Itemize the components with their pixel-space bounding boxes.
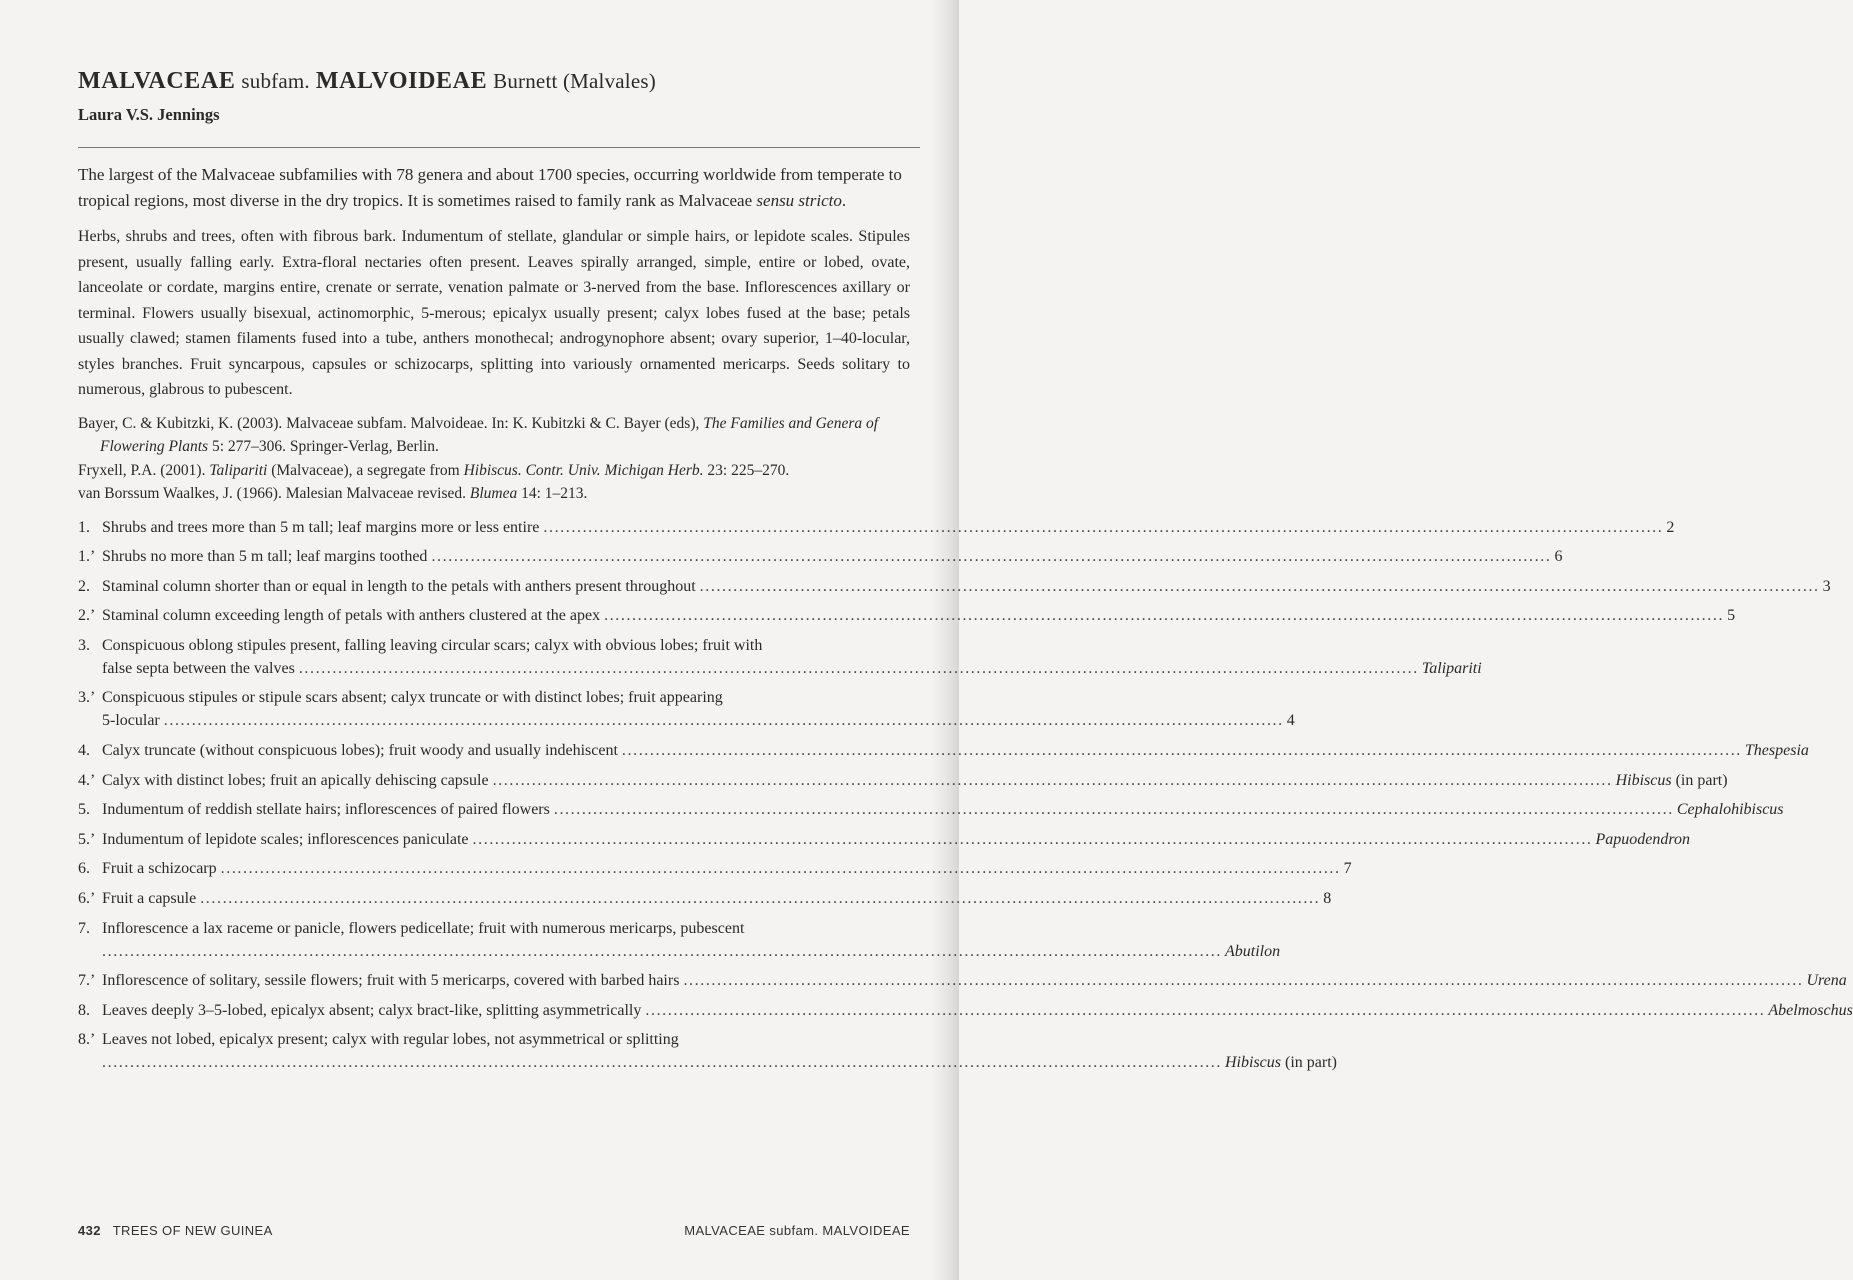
couplet-number: 8.	[78, 1001, 90, 1019]
author-name: Laura V.S. Jennings	[78, 105, 220, 124]
reference-item	[78, 412, 910, 459]
page-footer	[78, 1223, 910, 1238]
result-lead: 7	[1343, 860, 1352, 878]
key-couplet	[78, 969, 1847, 992]
couplet-body	[102, 828, 1690, 851]
intro-end: .	[841, 191, 847, 210]
couplet-lead-line	[102, 798, 1784, 821]
couplet-body	[102, 798, 1784, 821]
couplet-text: Inflorescence of solitary, sessile flowers; fruit with 5 mericarps, covered with barbed hairs	[102, 972, 680, 990]
couplet-result	[1551, 545, 1562, 568]
couplet-body	[102, 769, 1728, 792]
couplet-lead-line	[102, 516, 1674, 539]
couplet-body	[102, 739, 1809, 762]
couplet-lead-line	[102, 709, 1295, 732]
couplet-lead-line	[102, 887, 1331, 910]
result-lead: 8	[1323, 890, 1332, 908]
ref-italic: The Families and Genera of Flowering Plants	[100, 414, 879, 455]
couplet-number: 5.’	[78, 830, 96, 848]
result-taxon: Urena	[1806, 972, 1847, 990]
dot-leader	[299, 657, 1419, 680]
ref-text: 23: 225–270.	[703, 461, 790, 479]
couplet-result	[1803, 969, 1846, 992]
couplet-number: 2.	[78, 577, 90, 595]
couplet-result	[1674, 798, 1784, 821]
key-couplet	[78, 769, 1728, 792]
ref-text: Bayer, C. & Kubitzki, K. (2003). Malvaceae subfam. Malvoideae. In: K. Kubitzki & C. Bayer (eds),	[78, 414, 704, 432]
ref-text: 14: 1–213.	[517, 485, 588, 502]
result-lead: 6	[1554, 548, 1563, 566]
couplet-text: Staminal column exceeding length of petals with anthers clustered at the apex	[102, 607, 601, 625]
couplet-result	[1341, 857, 1352, 880]
key-couplet	[78, 798, 1784, 821]
couplet-text: 5-locular	[102, 712, 160, 730]
page-title	[78, 64, 910, 98]
couplet-result	[1765, 999, 1852, 1022]
reference-item	[78, 482, 910, 506]
dot-leader	[473, 828, 1593, 851]
ref-text: van Borssum Waalkes, J. (1966). Malesian Malvaceae revised.	[78, 485, 470, 502]
couplet-lead-line	[102, 857, 1352, 880]
couplet-number: 7.’	[78, 972, 96, 990]
result-lead: (in part)	[1671, 771, 1728, 789]
couplet-lead-line	[102, 999, 1853, 1022]
key-couplet	[78, 634, 1482, 680]
couplet-number: 8.’	[78, 1031, 96, 1049]
couplet-text: Indumentum of reddish stellate hairs; inflorescences of paired flowers	[102, 801, 550, 819]
couplet-result	[1724, 604, 1735, 627]
couplet-first-line	[102, 634, 1482, 657]
couplet-first-line	[102, 917, 1280, 940]
couplet-text: Indumentum of lepidote scales; inflorescences paniculate	[102, 830, 469, 848]
key-couplet	[78, 828, 1691, 851]
intro-text: The largest of the Malvaceae subfamilies with 78 genera and about 1700 species, occurring worldwide from temperate to tropical regions, most diverse in the dry tropics. It is sometimes raised to family rank as Malvaceae	[78, 165, 902, 210]
couplet-body	[102, 545, 1562, 568]
couplet-text: false septa between the valves	[102, 659, 295, 677]
result-taxon: Hibiscus	[1615, 771, 1672, 789]
result-lead: 2	[1666, 518, 1675, 536]
result-taxon: Thespesia	[1744, 742, 1809, 760]
ref-text: (Malvaceae), a segregate from	[267, 461, 464, 479]
couplet-lead-line	[102, 657, 1482, 680]
couplet-text: Conspicuous oblong stipules present, falling leaving circular scars; calyx with obvious lobes; fruit with	[102, 636, 763, 654]
key-couplet	[78, 575, 1831, 598]
couplet-result	[1742, 739, 1809, 762]
dot-leader	[200, 887, 1320, 910]
running-head: MALVACEAE subfam. MALVOIDEAE	[684, 1223, 910, 1238]
couplet-number: 1.’	[78, 548, 96, 566]
dot-leader	[683, 969, 1803, 992]
result-taxon: Papuodendron	[1595, 830, 1691, 848]
title-family: MALVACEAE	[78, 68, 236, 94]
dot-leader	[493, 769, 1613, 792]
couplet-body	[102, 604, 1735, 627]
couplet-text: Fruit a schizocarp	[102, 860, 217, 878]
couplet-lead-line	[102, 575, 1831, 598]
title-authority: Burnett (Malvales)	[493, 69, 656, 93]
page-number: 432	[78, 1223, 101, 1238]
description-paragraph: Herbs, shrubs and trees, often with fibrous bark. Indumentum of stellate, glandular or simple hairs, or lepidote scales. Stipules present, usually falling early. Extra-floral nectaries often present. Leaves spirally arranged, simple, entire or lobed, ovate, lanceolate or cordate, margins entire, crenate or serrate, venation palmate or 3-nerved from the base. Inflorescences axillary or terminal. Flowers usually bisexual, actinomorphic, 5-merous; epicalyx usually present; calyx lobes fused at the base; petals usually clawed; stamen filaments fused into a tube, anthers monothecal; androgynophore absent; ovary superior, 1–40-locular, styles branches. Fruit syncarpous, capsules or schizocarps, splitting into variously ornamented mericarps. Seeds solitary to numerous, glabrous to pubescent.	[78, 228, 910, 398]
couplet-body	[102, 686, 1295, 732]
couplet-text: Calyx with distinct lobes; fruit an apically dehiscing capsule	[102, 771, 489, 789]
couplet-body	[102, 917, 1280, 963]
key-couplet	[78, 917, 1281, 963]
couplet-number: 4.	[78, 742, 90, 760]
couplet-lead-line	[102, 828, 1690, 851]
couplet-result	[1284, 709, 1295, 732]
couplet-text: Conspicuous stipules or stipule scars absent; calyx truncate or with distinct lobes; fruit appearing	[102, 689, 723, 707]
couplet-number: 7.	[78, 919, 90, 937]
page-content	[78, 64, 1853, 1081]
couplet-number: 3.’	[78, 689, 96, 707]
key-couplet	[78, 887, 1332, 910]
dot-leader	[221, 857, 1341, 880]
couplet-body	[102, 1028, 1337, 1074]
title-subfamily: MALVOIDEAE	[315, 68, 488, 94]
couplet-result	[1663, 516, 1674, 539]
couplet-lead-line	[102, 769, 1728, 792]
intro-italic: sensu stricto	[756, 191, 842, 210]
couplet-number: 1.	[78, 518, 90, 536]
couplet-lead-line	[102, 545, 1562, 568]
couplet-lead-line	[102, 604, 1735, 627]
key-couplet	[78, 999, 1853, 1022]
couplet-number: 3.	[78, 636, 90, 654]
couplet-lead-line	[102, 969, 1847, 992]
result-taxon: Talipariti	[1421, 659, 1482, 677]
couplet-number: 6.’	[78, 890, 96, 908]
key-couplet	[78, 1028, 1337, 1074]
result-lead: 3	[1822, 577, 1831, 595]
couplet-text: Staminal column shorter than or equal in length to the petals with anthers present throughout	[102, 577, 696, 595]
ref-italic: Hibiscus. Contr. Univ. Michigan Herb.	[463, 461, 704, 479]
key-couplet	[78, 516, 1675, 539]
dot-leader	[102, 940, 1222, 963]
couplet-body	[102, 857, 1352, 880]
references	[78, 412, 910, 506]
couplet-result	[1320, 887, 1331, 910]
couplet-number: 5.	[78, 801, 90, 819]
dot-leader	[102, 1051, 1222, 1074]
couplet-number: 6.	[78, 860, 90, 878]
couplet-text: Leaves not lobed, epicalyx present; calyx with regular lobes, not asymmetrical or splitting	[102, 1031, 679, 1049]
couplet-result	[1222, 940, 1280, 963]
title-subfam-word: subfam.	[241, 69, 310, 93]
couplet-result	[1593, 828, 1691, 851]
key-couplet	[78, 857, 1352, 880]
identification-key	[78, 516, 1853, 1075]
couplet-result	[1222, 1051, 1337, 1074]
couplet-first-line	[102, 686, 1295, 709]
couplet-lead-line	[102, 739, 1809, 762]
reference-item	[78, 459, 910, 483]
header-rule	[78, 147, 920, 148]
dot-leader	[700, 575, 1820, 598]
couplet-body	[102, 634, 1482, 680]
dot-leader	[554, 798, 1674, 821]
key-couplet	[78, 545, 1563, 568]
couplet-result	[1613, 769, 1728, 792]
result-taxon: Hibiscus	[1225, 1054, 1281, 1072]
couplet-lead-line	[102, 1051, 1337, 1074]
couplet-text: Leaves deeply 3–5-lobed, epicalyx absent; calyx bract-like, splitting asymmetrically	[102, 1001, 642, 1019]
dot-leader	[431, 545, 1551, 568]
result-taxon: Abutilon	[1225, 942, 1281, 960]
couplet-body	[102, 969, 1847, 992]
couplet-text: Calyx truncate (without conspicuous lobes); fruit woody and usually indehiscent	[102, 742, 618, 760]
couplet-body	[102, 516, 1674, 539]
dot-leader	[645, 999, 1765, 1022]
couplet-lead-line	[102, 940, 1280, 963]
couplet-result	[1820, 575, 1831, 598]
intro-paragraph	[78, 162, 910, 214]
couplet-text: Inflorescence a lax raceme or panicle, flowers pedicellate; fruit with numerous mericarps, pubescent	[102, 919, 745, 937]
result-lead: 5	[1727, 607, 1736, 625]
couplet-number: 2.’	[78, 607, 96, 625]
couplet-text: Shrubs no more than 5 m tall; leaf margins toothed	[102, 548, 428, 566]
key-couplet	[78, 739, 1809, 762]
ref-italic: Blumea	[469, 485, 518, 502]
couplet-text: Shrubs and trees more than 5 m tall; leaf margins more or less entire	[102, 518, 540, 536]
couplet-body	[102, 887, 1331, 910]
ref-italic: Talipariti	[209, 461, 268, 479]
dot-leader	[543, 516, 1663, 539]
result-lead: (in part)	[1281, 1054, 1337, 1072]
key-couplet	[78, 686, 1295, 732]
couplet-result	[1419, 657, 1482, 680]
dot-leader	[164, 709, 1284, 732]
couplet-first-line	[102, 1028, 1337, 1051]
couplet-number: 4.’	[78, 771, 96, 789]
dot-leader	[622, 739, 1742, 762]
dot-leader	[604, 604, 1724, 627]
couplet-body	[102, 999, 1853, 1022]
book-title: TREES OF NEW GUINEA	[112, 1223, 273, 1238]
result-taxon: Abelmoschus	[1768, 1001, 1853, 1019]
result-lead: 4	[1286, 712, 1295, 730]
result-taxon: Cephalohibiscus	[1676, 801, 1784, 819]
couplet-body	[102, 575, 1831, 598]
couplet-text: Fruit a capsule	[102, 890, 197, 908]
ref-text: Fryxell, P.A. (2001).	[78, 461, 210, 479]
ref-text: 5: 277–306. Springer-Verlag, Berlin.	[208, 438, 439, 455]
key-couplet	[78, 604, 1736, 627]
